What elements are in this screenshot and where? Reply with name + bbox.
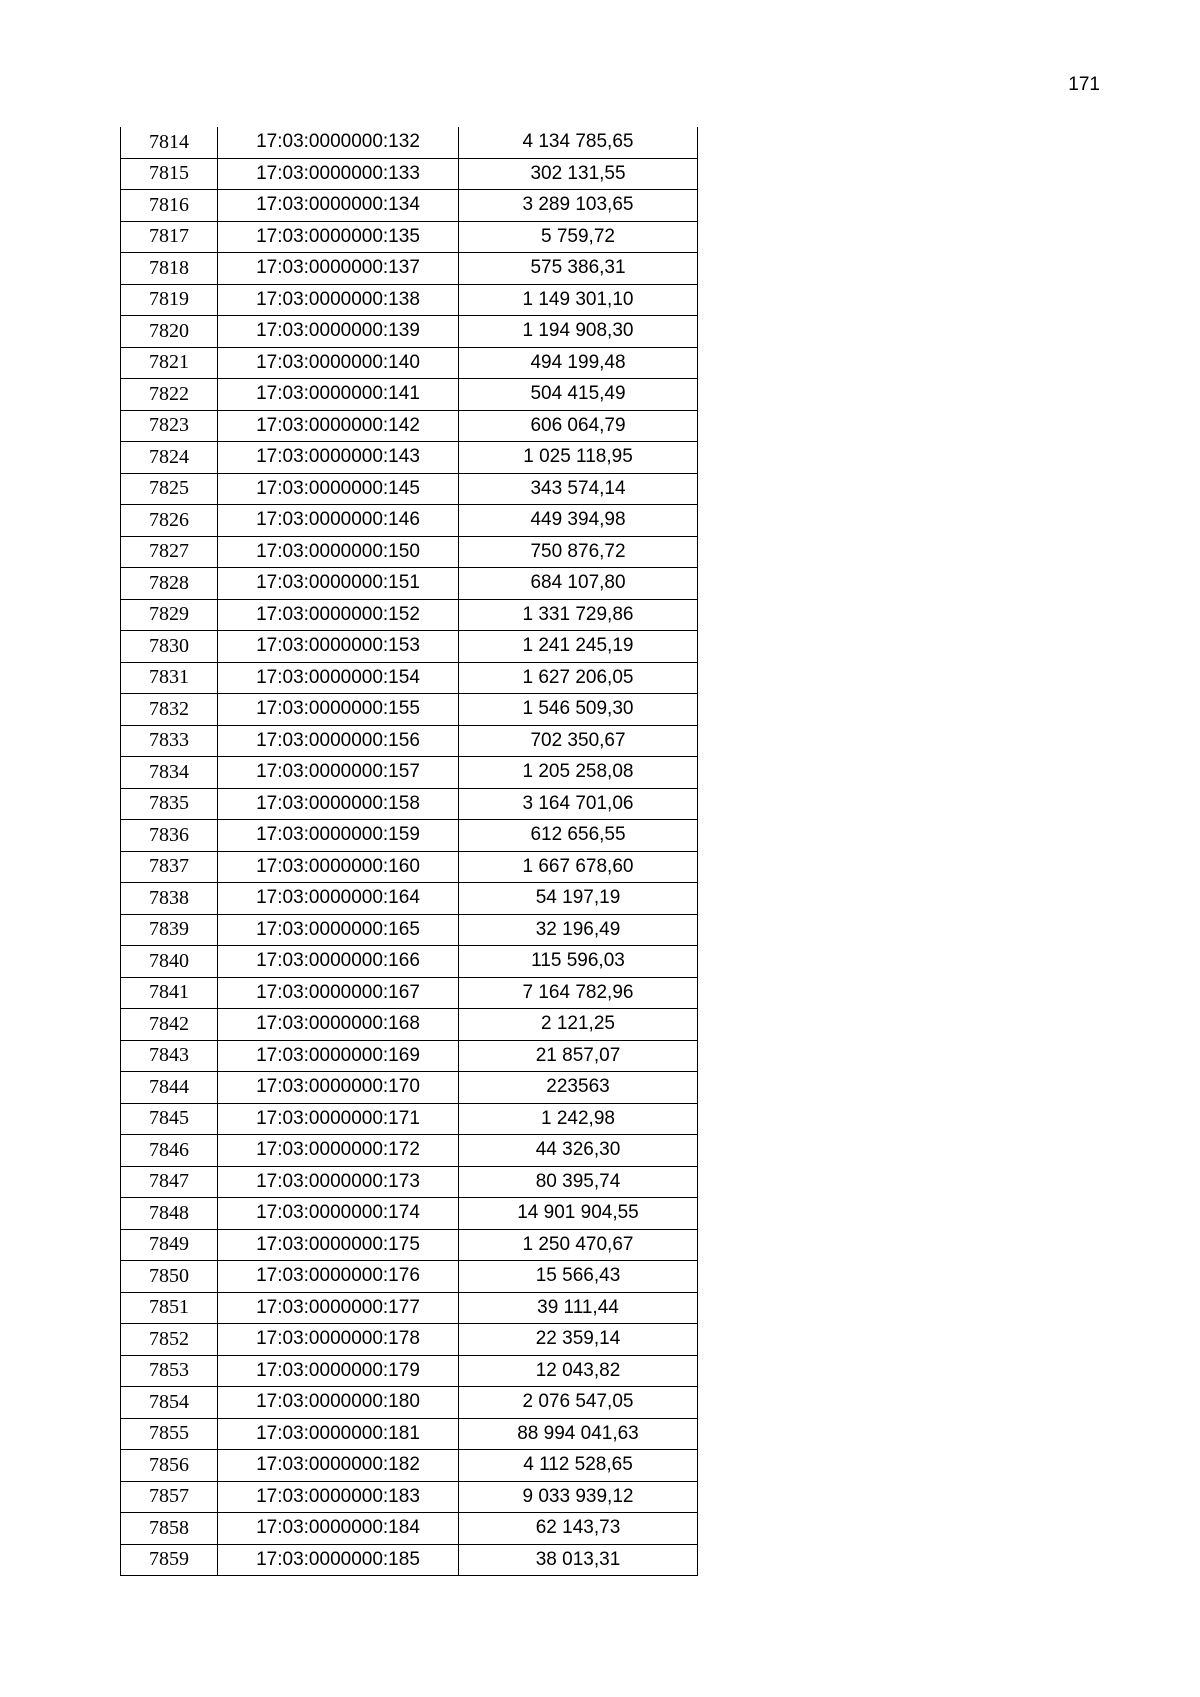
table-row — [121, 505, 698, 537]
cadastral-number-cell: 17:03:0000000:139 — [218, 316, 459, 348]
row-number-cell: 7849 — [121, 1229, 218, 1261]
value-cell: 1 194 908,30 — [459, 316, 698, 348]
row-number-cell: 7841 — [121, 977, 218, 1009]
table-row — [121, 1513, 698, 1545]
row-number-cell: 7815 — [121, 158, 218, 190]
row-number-cell: 7855 — [121, 1418, 218, 1450]
cadastral-number-cell: 17:03:0000000:145 — [218, 473, 459, 505]
table-row — [121, 410, 698, 442]
table-row — [121, 725, 698, 757]
row-number-cell: 7858 — [121, 1513, 218, 1545]
page-number: 171 — [1068, 74, 1100, 95]
row-number-cell: 7830 — [121, 631, 218, 663]
cadastral-number-cell: 17:03:0000000:153 — [218, 631, 459, 663]
row-number-cell: 7843 — [121, 1040, 218, 1072]
table-row — [121, 599, 698, 631]
cadastral-number-cell: 17:03:0000000:150 — [218, 536, 459, 568]
cadastral-number-cell: 17:03:0000000:164 — [218, 883, 459, 915]
value-cell: 702 350,67 — [459, 725, 698, 757]
table-row — [121, 221, 698, 253]
value-cell: 12 043,82 — [459, 1355, 698, 1387]
table-row — [121, 1261, 698, 1293]
row-number-cell: 7848 — [121, 1198, 218, 1230]
table-row — [121, 568, 698, 600]
row-number-cell: 7837 — [121, 851, 218, 883]
table-row — [121, 316, 698, 348]
row-number-cell: 7853 — [121, 1355, 218, 1387]
row-number-cell: 7839 — [121, 914, 218, 946]
cadastral-number-cell: 17:03:0000000:159 — [218, 820, 459, 852]
value-cell: 1 242,98 — [459, 1103, 698, 1135]
table-row — [121, 253, 698, 285]
value-cell: 1 250 470,67 — [459, 1229, 698, 1261]
table-row — [121, 1072, 698, 1104]
table-row — [121, 946, 698, 978]
value-cell: 612 656,55 — [459, 820, 698, 852]
row-number-cell: 7827 — [121, 536, 218, 568]
row-number-cell: 7835 — [121, 788, 218, 820]
value-cell: 1 331 729,86 — [459, 599, 698, 631]
table-row — [121, 662, 698, 694]
cadastral-number-cell: 17:03:0000000:168 — [218, 1009, 459, 1041]
cadastral-number-cell: 17:03:0000000:156 — [218, 725, 459, 757]
table-row — [121, 379, 698, 411]
cadastral-number-cell: 17:03:0000000:135 — [218, 221, 459, 253]
table-row — [121, 1040, 698, 1072]
cadastral-number-cell: 17:03:0000000:143 — [218, 442, 459, 474]
row-number-cell: 7845 — [121, 1103, 218, 1135]
cadastral-number-cell: 17:03:0000000:133 — [218, 158, 459, 190]
row-number-cell: 7836 — [121, 820, 218, 852]
value-cell: 1 149 301,10 — [459, 284, 698, 316]
value-cell: 3 289 103,65 — [459, 190, 698, 222]
table-row — [121, 694, 698, 726]
table-row — [121, 1166, 698, 1198]
table-row — [121, 1198, 698, 1230]
row-number-cell: 7816 — [121, 190, 218, 222]
row-number-cell: 7826 — [121, 505, 218, 537]
row-number-cell: 7857 — [121, 1481, 218, 1513]
value-cell: 2 076 547,05 — [459, 1387, 698, 1419]
registry-table — [120, 127, 698, 1576]
value-cell: 9 033 939,12 — [459, 1481, 698, 1513]
table-row — [121, 1009, 698, 1041]
table-row — [121, 347, 698, 379]
table-row — [121, 127, 698, 158]
cadastral-number-cell: 17:03:0000000:141 — [218, 379, 459, 411]
cadastral-number-cell: 17:03:0000000:157 — [218, 757, 459, 789]
row-number-cell: 7818 — [121, 253, 218, 285]
value-cell: 38 013,31 — [459, 1544, 698, 1576]
cadastral-number-cell: 17:03:0000000:132 — [218, 127, 459, 158]
row-number-cell: 7819 — [121, 284, 218, 316]
value-cell: 54 197,19 — [459, 883, 698, 915]
row-number-cell: 7844 — [121, 1072, 218, 1104]
cadastral-number-cell: 17:03:0000000:172 — [218, 1135, 459, 1167]
value-cell: 7 164 782,96 — [459, 977, 698, 1009]
cadastral-number-cell: 17:03:0000000:178 — [218, 1324, 459, 1356]
row-number-cell: 7834 — [121, 757, 218, 789]
row-number-cell: 7850 — [121, 1261, 218, 1293]
cadastral-number-cell: 17:03:0000000:173 — [218, 1166, 459, 1198]
value-cell: 1 241 245,19 — [459, 631, 698, 663]
cadastral-number-cell: 17:03:0000000:184 — [218, 1513, 459, 1545]
value-cell: 1 627 206,05 — [459, 662, 698, 694]
value-cell: 494 199,48 — [459, 347, 698, 379]
value-cell: 1 546 509,30 — [459, 694, 698, 726]
cadastral-number-cell: 17:03:0000000:137 — [218, 253, 459, 285]
value-cell: 15 566,43 — [459, 1261, 698, 1293]
row-number-cell: 7854 — [121, 1387, 218, 1419]
cadastral-number-cell: 17:03:0000000:179 — [218, 1355, 459, 1387]
table-row — [121, 757, 698, 789]
table-row — [121, 190, 698, 222]
table-row — [121, 1135, 698, 1167]
value-cell: 1 025 118,95 — [459, 442, 698, 474]
cadastral-number-cell: 17:03:0000000:182 — [218, 1450, 459, 1482]
table-row — [121, 473, 698, 505]
row-number-cell: 7829 — [121, 599, 218, 631]
row-number-cell: 7852 — [121, 1324, 218, 1356]
value-cell: 223563 — [459, 1072, 698, 1104]
table-row — [121, 1324, 698, 1356]
table-row — [121, 914, 698, 946]
value-cell: 44 326,30 — [459, 1135, 698, 1167]
table-row — [121, 851, 698, 883]
table-row — [121, 1450, 698, 1482]
value-cell: 115 596,03 — [459, 946, 698, 978]
value-cell: 504 415,49 — [459, 379, 698, 411]
value-cell: 62 143,73 — [459, 1513, 698, 1545]
row-number-cell: 7828 — [121, 568, 218, 600]
cadastral-number-cell: 17:03:0000000:181 — [218, 1418, 459, 1450]
row-number-cell: 7833 — [121, 725, 218, 757]
cadastral-number-cell: 17:03:0000000:154 — [218, 662, 459, 694]
table-row — [121, 1292, 698, 1324]
cadastral-number-cell: 17:03:0000000:152 — [218, 599, 459, 631]
cadastral-number-cell: 17:03:0000000:151 — [218, 568, 459, 600]
cadastral-number-cell: 17:03:0000000:134 — [218, 190, 459, 222]
cadastral-number-cell: 17:03:0000000:169 — [218, 1040, 459, 1072]
value-cell: 14 901 904,55 — [459, 1198, 698, 1230]
row-number-cell: 7821 — [121, 347, 218, 379]
value-cell: 32 196,49 — [459, 914, 698, 946]
row-number-cell: 7856 — [121, 1450, 218, 1482]
row-number-cell: 7820 — [121, 316, 218, 348]
value-cell: 750 876,72 — [459, 536, 698, 568]
cadastral-number-cell: 17:03:0000000:140 — [218, 347, 459, 379]
value-cell: 575 386,31 — [459, 253, 698, 285]
value-cell: 684 107,80 — [459, 568, 698, 600]
value-cell: 80 395,74 — [459, 1166, 698, 1198]
value-cell: 4 112 528,65 — [459, 1450, 698, 1482]
table-row — [121, 442, 698, 474]
row-number-cell: 7838 — [121, 883, 218, 915]
cadastral-number-cell: 17:03:0000000:146 — [218, 505, 459, 537]
value-cell: 88 994 041,63 — [459, 1418, 698, 1450]
cadastral-number-cell: 17:03:0000000:180 — [218, 1387, 459, 1419]
table-row — [121, 158, 698, 190]
table-row — [121, 1103, 698, 1135]
row-number-cell: 7832 — [121, 694, 218, 726]
row-number-cell: 7842 — [121, 1009, 218, 1041]
table-row — [121, 1418, 698, 1450]
table-row — [121, 284, 698, 316]
row-number-cell: 7846 — [121, 1135, 218, 1167]
cadastral-number-cell: 17:03:0000000:176 — [218, 1261, 459, 1293]
table-row — [121, 820, 698, 852]
row-number-cell: 7817 — [121, 221, 218, 253]
cadastral-number-cell: 17:03:0000000:158 — [218, 788, 459, 820]
row-number-cell: 7840 — [121, 946, 218, 978]
value-cell: 3 164 701,06 — [459, 788, 698, 820]
cadastral-number-cell: 17:03:0000000:185 — [218, 1544, 459, 1576]
value-cell: 1 667 678,60 — [459, 851, 698, 883]
value-cell: 1 205 258,08 — [459, 757, 698, 789]
value-cell: 2 121,25 — [459, 1009, 698, 1041]
row-number-cell: 7822 — [121, 379, 218, 411]
table-row — [121, 977, 698, 1009]
cadastral-number-cell: 17:03:0000000:167 — [218, 977, 459, 1009]
row-number-cell: 7859 — [121, 1544, 218, 1576]
row-number-cell: 7831 — [121, 662, 218, 694]
cadastral-number-cell: 17:03:0000000:160 — [218, 851, 459, 883]
row-number-cell: 7825 — [121, 473, 218, 505]
table-row — [121, 1355, 698, 1387]
table-row — [121, 788, 698, 820]
row-number-cell: 7823 — [121, 410, 218, 442]
table-row — [121, 631, 698, 663]
cadastral-number-cell: 17:03:0000000:138 — [218, 284, 459, 316]
table-row — [121, 1387, 698, 1419]
cadastral-number-cell: 17:03:0000000:174 — [218, 1198, 459, 1230]
row-number-cell: 7847 — [121, 1166, 218, 1198]
value-cell: 343 574,14 — [459, 473, 698, 505]
row-number-cell: 7851 — [121, 1292, 218, 1324]
cadastral-number-cell: 17:03:0000000:171 — [218, 1103, 459, 1135]
cadastral-number-cell: 17:03:0000000:183 — [218, 1481, 459, 1513]
value-cell: 5 759,72 — [459, 221, 698, 253]
table-row — [121, 883, 698, 915]
table-row — [121, 536, 698, 568]
row-number-cell: 7824 — [121, 442, 218, 474]
value-cell: 4 134 785,65 — [459, 127, 698, 158]
cadastral-number-cell: 17:03:0000000:142 — [218, 410, 459, 442]
table-row — [121, 1544, 698, 1576]
cadastral-number-cell: 17:03:0000000:166 — [218, 946, 459, 978]
table-row — [121, 1481, 698, 1513]
row-number-cell: 7814 — [121, 127, 218, 158]
registry-table-body — [121, 127, 698, 1576]
value-cell: 606 064,79 — [459, 410, 698, 442]
cadastral-number-cell: 17:03:0000000:165 — [218, 914, 459, 946]
cadastral-number-cell: 17:03:0000000:155 — [218, 694, 459, 726]
value-cell: 22 359,14 — [459, 1324, 698, 1356]
value-cell: 449 394,98 — [459, 505, 698, 537]
cadastral-number-cell: 17:03:0000000:175 — [218, 1229, 459, 1261]
value-cell: 39 111,44 — [459, 1292, 698, 1324]
table-row — [121, 1229, 698, 1261]
value-cell: 21 857,07 — [459, 1040, 698, 1072]
cadastral-number-cell: 17:03:0000000:177 — [218, 1292, 459, 1324]
cadastral-number-cell: 17:03:0000000:170 — [218, 1072, 459, 1104]
value-cell: 302 131,55 — [459, 158, 698, 190]
